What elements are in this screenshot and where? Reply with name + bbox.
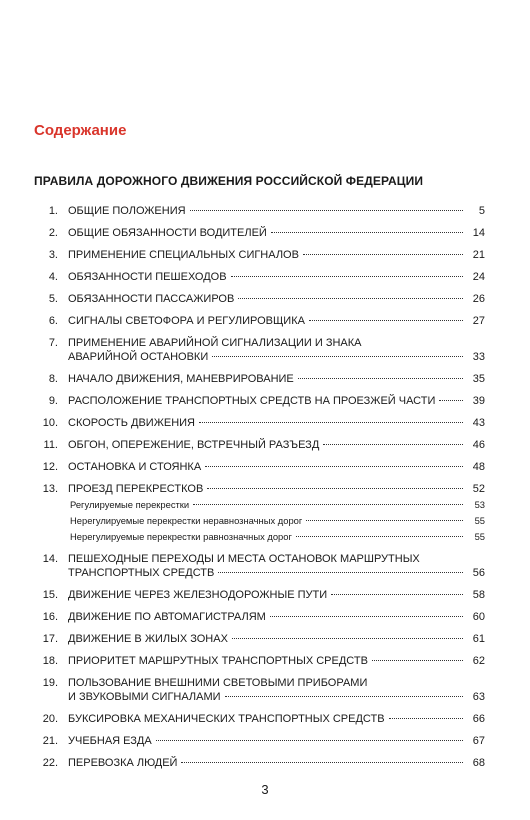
- entry-title: ОБЩИЕ ПОЛОЖЕНИЯ: [68, 205, 186, 217]
- entry-title: ОБЯЗАННОСТИ ПЕШЕХОДОВ: [68, 271, 227, 283]
- toc-entry: [34, 292, 485, 306]
- entry-title: ДВИЖЕНИЕ В ЖИЛЫХ ЗОНАХ: [68, 633, 228, 645]
- dot-leader: [207, 487, 463, 489]
- entry-page: 62: [472, 655, 485, 667]
- toc-entry: [34, 394, 485, 408]
- dot-leader: [306, 519, 463, 521]
- toc-entry: [34, 676, 485, 704]
- dot-leader: [238, 297, 463, 299]
- dot-leader: [298, 377, 463, 379]
- entry-page: 26: [472, 293, 485, 305]
- entry-page: 58: [472, 589, 485, 601]
- entry-page: 66: [472, 713, 485, 725]
- entry-title: Нерегулируемые перекрестки неравнозначных дорог: [70, 515, 303, 526]
- dot-leader: [331, 593, 463, 595]
- entry-number: 1.: [48, 205, 58, 217]
- entry-number: 4.: [48, 271, 58, 283]
- dot-leader: [156, 739, 463, 741]
- toc-subentry: [34, 498, 485, 512]
- entry-page: 46: [472, 439, 485, 451]
- toc-entry: [34, 372, 485, 386]
- toc-entry: [34, 314, 485, 328]
- entry-number: 21.: [42, 735, 58, 747]
- dot-leader: [231, 275, 463, 277]
- toc-entry: [34, 734, 485, 748]
- entry-page: 48: [472, 461, 485, 473]
- page-number: 3: [261, 782, 269, 797]
- dot-leader: [270, 615, 463, 617]
- entry-page: 68: [472, 757, 485, 769]
- entry-number: 14.: [42, 553, 58, 565]
- toc-entry: [34, 204, 485, 218]
- entry-page: 53: [474, 499, 485, 510]
- entry-number: 9.: [48, 395, 58, 407]
- toc-entry: [34, 712, 485, 726]
- dot-leader: [212, 355, 463, 357]
- entry-number: 19.: [42, 677, 58, 689]
- toc-entry: [34, 482, 485, 496]
- page-title: Содержание: [34, 122, 127, 139]
- entry-title-line: ПЕШЕХОДНЫЕ ПЕРЕХОДЫ И МЕСТА ОСТАНОВОК МАРШРУТНЫХ: [68, 553, 420, 565]
- entry-title: БУКСИРОВКА МЕХАНИЧЕСКИХ ТРАНСПОРТНЫХ СРЕДСТВ: [68, 713, 385, 725]
- entry-title: Регулируемые перекрестки: [70, 499, 190, 510]
- entry-number: 3.: [48, 249, 58, 261]
- entry-number: 10.: [42, 417, 58, 429]
- table-of-contents: [34, 204, 485, 770]
- entry-number: 6.: [48, 315, 58, 327]
- dot-leader: [225, 695, 463, 697]
- entry-page: 39: [472, 395, 485, 407]
- toc-entry: [34, 416, 485, 430]
- entry-number: 12.: [42, 461, 58, 473]
- entry-page: 43: [472, 417, 485, 429]
- entry-page: 21: [472, 249, 485, 261]
- entry-number: 22.: [42, 757, 58, 769]
- entry-title: ПРИМЕНЕНИЕ СПЕЦИАЛЬНЫХ СИГНАЛОВ: [68, 249, 299, 261]
- entry-page: 27: [472, 315, 485, 327]
- entry-title: Нерегулируемые перекрестки равнозначных дорог: [70, 531, 292, 542]
- entry-title: СИГНАЛЫ СВЕТОФОРА И РЕГУЛИРОВЩИКА: [68, 315, 305, 327]
- entry-title: СКОРОСТЬ ДВИЖЕНИЯ: [68, 417, 195, 429]
- toc-entry: [34, 248, 485, 262]
- entry-page: 52: [472, 483, 485, 495]
- entry-title: ДВИЖЕНИЕ ЧЕРЕЗ ЖЕЛЕЗНОДОРОЖНЫЕ ПУТИ: [68, 589, 328, 601]
- toc-entry: [34, 610, 485, 624]
- entry-title: АВАРИЙНОЙ ОСТАНОВКИ: [68, 351, 209, 363]
- entry-page: 14: [472, 227, 485, 239]
- dot-leader: [303, 253, 463, 255]
- entry-number: 2.: [48, 227, 58, 239]
- entry-title: ДВИЖЕНИЕ ПО АВТОМАГИСТРАЛЯМ: [68, 611, 266, 623]
- entry-number: 15.: [42, 589, 58, 601]
- entry-number: 17.: [42, 633, 58, 645]
- entry-title: ОСТАНОВКА И СТОЯНКА: [68, 461, 202, 473]
- dot-leader: [218, 571, 463, 573]
- toc-entry: [34, 632, 485, 646]
- entry-title: ТРАНСПОРТНЫХ СРЕДСТВ: [68, 567, 215, 579]
- entry-page: 63: [472, 691, 485, 703]
- entry-title: И ЗВУКОВЫМИ СИГНАЛАМИ: [68, 691, 221, 703]
- dot-leader: [389, 717, 463, 719]
- toc-entry: [34, 226, 485, 240]
- entry-title: ПРОЕЗД ПЕРЕКРЕСТКОВ: [68, 483, 204, 495]
- entry-number: 8.: [48, 373, 58, 385]
- toc-entry: [34, 654, 485, 668]
- entry-number: 7.: [48, 337, 58, 349]
- entry-title: УЧЕБНАЯ ЕЗДА: [68, 735, 152, 747]
- dot-leader: [190, 209, 463, 211]
- entry-title-line: ПРИМЕНЕНИЕ АВАРИЙНОЙ СИГНАЛИЗАЦИИ И ЗНАКА: [68, 337, 362, 349]
- dot-leader: [309, 319, 463, 321]
- entry-page: 33: [472, 351, 485, 363]
- section-heading: ПРАВИЛА ДОРОЖНОГО ДВИЖЕНИЯ РОССИЙСКОЙ ФЕДЕРАЦИИ: [34, 174, 424, 188]
- entry-number: 11.: [43, 439, 58, 451]
- toc-entry: [34, 336, 485, 364]
- entry-number: 18.: [42, 655, 58, 667]
- entry-title: НАЧАЛО ДВИЖЕНИЯ, МАНЕВРИРОВАНИЕ: [68, 373, 294, 385]
- entry-page: 24: [472, 271, 485, 283]
- dot-leader: [181, 761, 463, 763]
- entry-page: 55: [474, 531, 485, 542]
- dot-leader: [199, 421, 463, 423]
- toc-entry: [34, 588, 485, 602]
- toc-subentry: [34, 514, 485, 528]
- toc-subentry: [34, 530, 485, 544]
- entry-title: ПРИОРИТЕТ МАРШРУТНЫХ ТРАНСПОРТНЫХ СРЕДСТВ: [68, 655, 368, 667]
- entry-title: ПЕРЕВОЗКА ЛЮДЕЙ: [68, 757, 178, 769]
- entry-number: 20.: [42, 713, 58, 725]
- entry-page: 61: [472, 633, 485, 645]
- toc-entry: [34, 756, 485, 770]
- entry-page: 56: [472, 567, 485, 579]
- entry-title: ОБЩИЕ ОБЯЗАННОСТИ ВОДИТЕЛЕЙ: [68, 227, 267, 239]
- entry-number: 16.: [42, 611, 58, 623]
- entry-title: ОБГОН, ОПЕРЕЖЕНИЕ, ВСТРЕЧНЫЙ РАЗЪЕЗД: [68, 439, 320, 451]
- dot-leader: [296, 535, 463, 537]
- entry-number: 5.: [48, 293, 58, 305]
- dot-leader: [323, 443, 463, 445]
- entry-number: 13.: [42, 483, 58, 495]
- entry-page: 67: [472, 735, 485, 747]
- dot-leader: [271, 231, 463, 233]
- toc-entry: [34, 460, 485, 474]
- entry-title-line: ПОЛЬЗОВАНИЕ ВНЕШНИМИ СВЕТОВЫМИ ПРИБОРАМИ: [68, 677, 368, 689]
- entry-page: 5: [478, 205, 485, 217]
- toc-entry: [34, 438, 485, 452]
- dot-leader: [232, 637, 463, 639]
- toc-entry: [34, 270, 485, 284]
- entry-page: 35: [472, 373, 485, 385]
- entry-page: 60: [472, 611, 485, 623]
- toc-entry: [34, 552, 485, 580]
- dot-leader: [193, 503, 463, 505]
- dot-leader: [372, 659, 463, 661]
- entry-page: 55: [474, 515, 485, 526]
- entry-title: ОБЯЗАННОСТИ ПАССАЖИРОВ: [68, 293, 235, 305]
- dot-leader: [205, 465, 463, 467]
- dot-leader: [439, 399, 463, 401]
- entry-title: РАСПОЛОЖЕНИЕ ТРАНСПОРТНЫХ СРЕДСТВ НА ПРОЕЗЖЕЙ ЧАСТИ: [68, 395, 436, 407]
